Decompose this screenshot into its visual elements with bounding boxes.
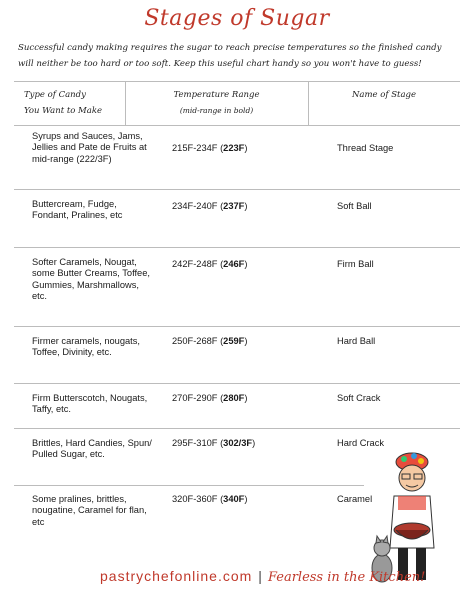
temperature: 250F-268F (259F) (172, 336, 248, 346)
footer-site-link[interactable]: pastrychefonline.com (100, 568, 253, 584)
stage-name: Caramel (337, 494, 373, 504)
temp-mid: 223F (223, 143, 245, 153)
row-rule (14, 247, 460, 248)
candy-type: Syrups and Sauces, Jams, Jellies and Pate de Fruits at mid-range (222/3F) (32, 131, 147, 164)
temp-mid: 259F (223, 336, 245, 346)
candy-type: Firm Butterscotch, Nougats, Taffy, etc. (32, 393, 148, 415)
temperature: 270F-290F (280F) (172, 393, 248, 403)
row-rule (14, 326, 460, 327)
temp-range: 320F-360F (172, 494, 218, 504)
temp-range: 295F-310F (172, 438, 218, 448)
intro-text: Successful candy making requires the sugar to reach precise temperatures so the finished candy will neither be too hard or too soft. Keep this useful chart handy so you won't have to guess! (18, 43, 442, 69)
candy-type: Firmer caramels, nougats, Toffee, Divinity, etc. (32, 336, 140, 358)
temperature: 295F-310F (302/3F) (172, 438, 256, 448)
header-temperature (125, 87, 308, 119)
chef-mascot-illustration (368, 448, 468, 588)
stage-name: Soft Crack (337, 393, 381, 403)
temperature: 234F-240F (237F) (172, 201, 248, 211)
footer-separator: | (258, 568, 262, 584)
header-temperature-line2: (mid-range in bold) (179, 106, 254, 115)
temp-mid: 340F (223, 494, 245, 504)
temperature: 242F-248F (246F) (172, 259, 248, 269)
stage-name: Hard Ball (337, 336, 376, 346)
temp-mid: 246F (223, 259, 245, 269)
header-candy-type (24, 87, 102, 119)
candy-type: Buttercream, Fudge, Fondant, Pralines, etc (32, 199, 123, 221)
temp-mid: 237F (223, 201, 245, 211)
row-rule (14, 428, 460, 429)
header-top-rule (14, 81, 460, 82)
page-title: Stages of Sugar (144, 6, 330, 31)
temperature: 215F-234F (223F) (172, 143, 248, 153)
stage-name: Hard Crack (337, 438, 385, 448)
temp-mid: 280F (223, 393, 245, 403)
header-stage-name: Name of Stage (351, 90, 417, 100)
candy-type: Brittles, Hard Candies, Spun/ Pulled Sugar, etc. (32, 438, 152, 460)
stage-name: Firm Ball (337, 259, 374, 269)
stage-name: Thread Stage (337, 143, 394, 153)
header-candy-type-line2: You Want to Make (24, 106, 103, 116)
temp-mid: 302/3F (223, 438, 253, 448)
row-rule (14, 189, 460, 190)
temp-range: 234F-240F (172, 201, 218, 211)
candy-type: Softer Caramels, Nougat, some Butter Creams, Toffee, Gummies, Marshmallows, etc. (32, 257, 150, 301)
temp-range: 270F-290F (172, 393, 218, 403)
stage-name: Soft Ball (337, 201, 372, 211)
candy-type: Some pralines, brittles, nougatine, Caramel for flan, etc (32, 494, 147, 527)
row-rule (14, 485, 364, 486)
temperature: 320F-360F (340F) (172, 494, 248, 504)
temp-range: 250F-268F (172, 336, 218, 346)
temp-range: 215F-234F (172, 143, 218, 153)
temp-range: 242F-248F (172, 259, 218, 269)
header-temperature-line1: Temperature Range (173, 90, 260, 100)
header-bottom-rule (14, 125, 460, 126)
footer-tagline: Fearless in the Kitchen! (267, 570, 426, 585)
row-rule (14, 383, 460, 384)
footer (100, 568, 425, 585)
header-candy-type-line1: Type of Candy (24, 90, 86, 100)
